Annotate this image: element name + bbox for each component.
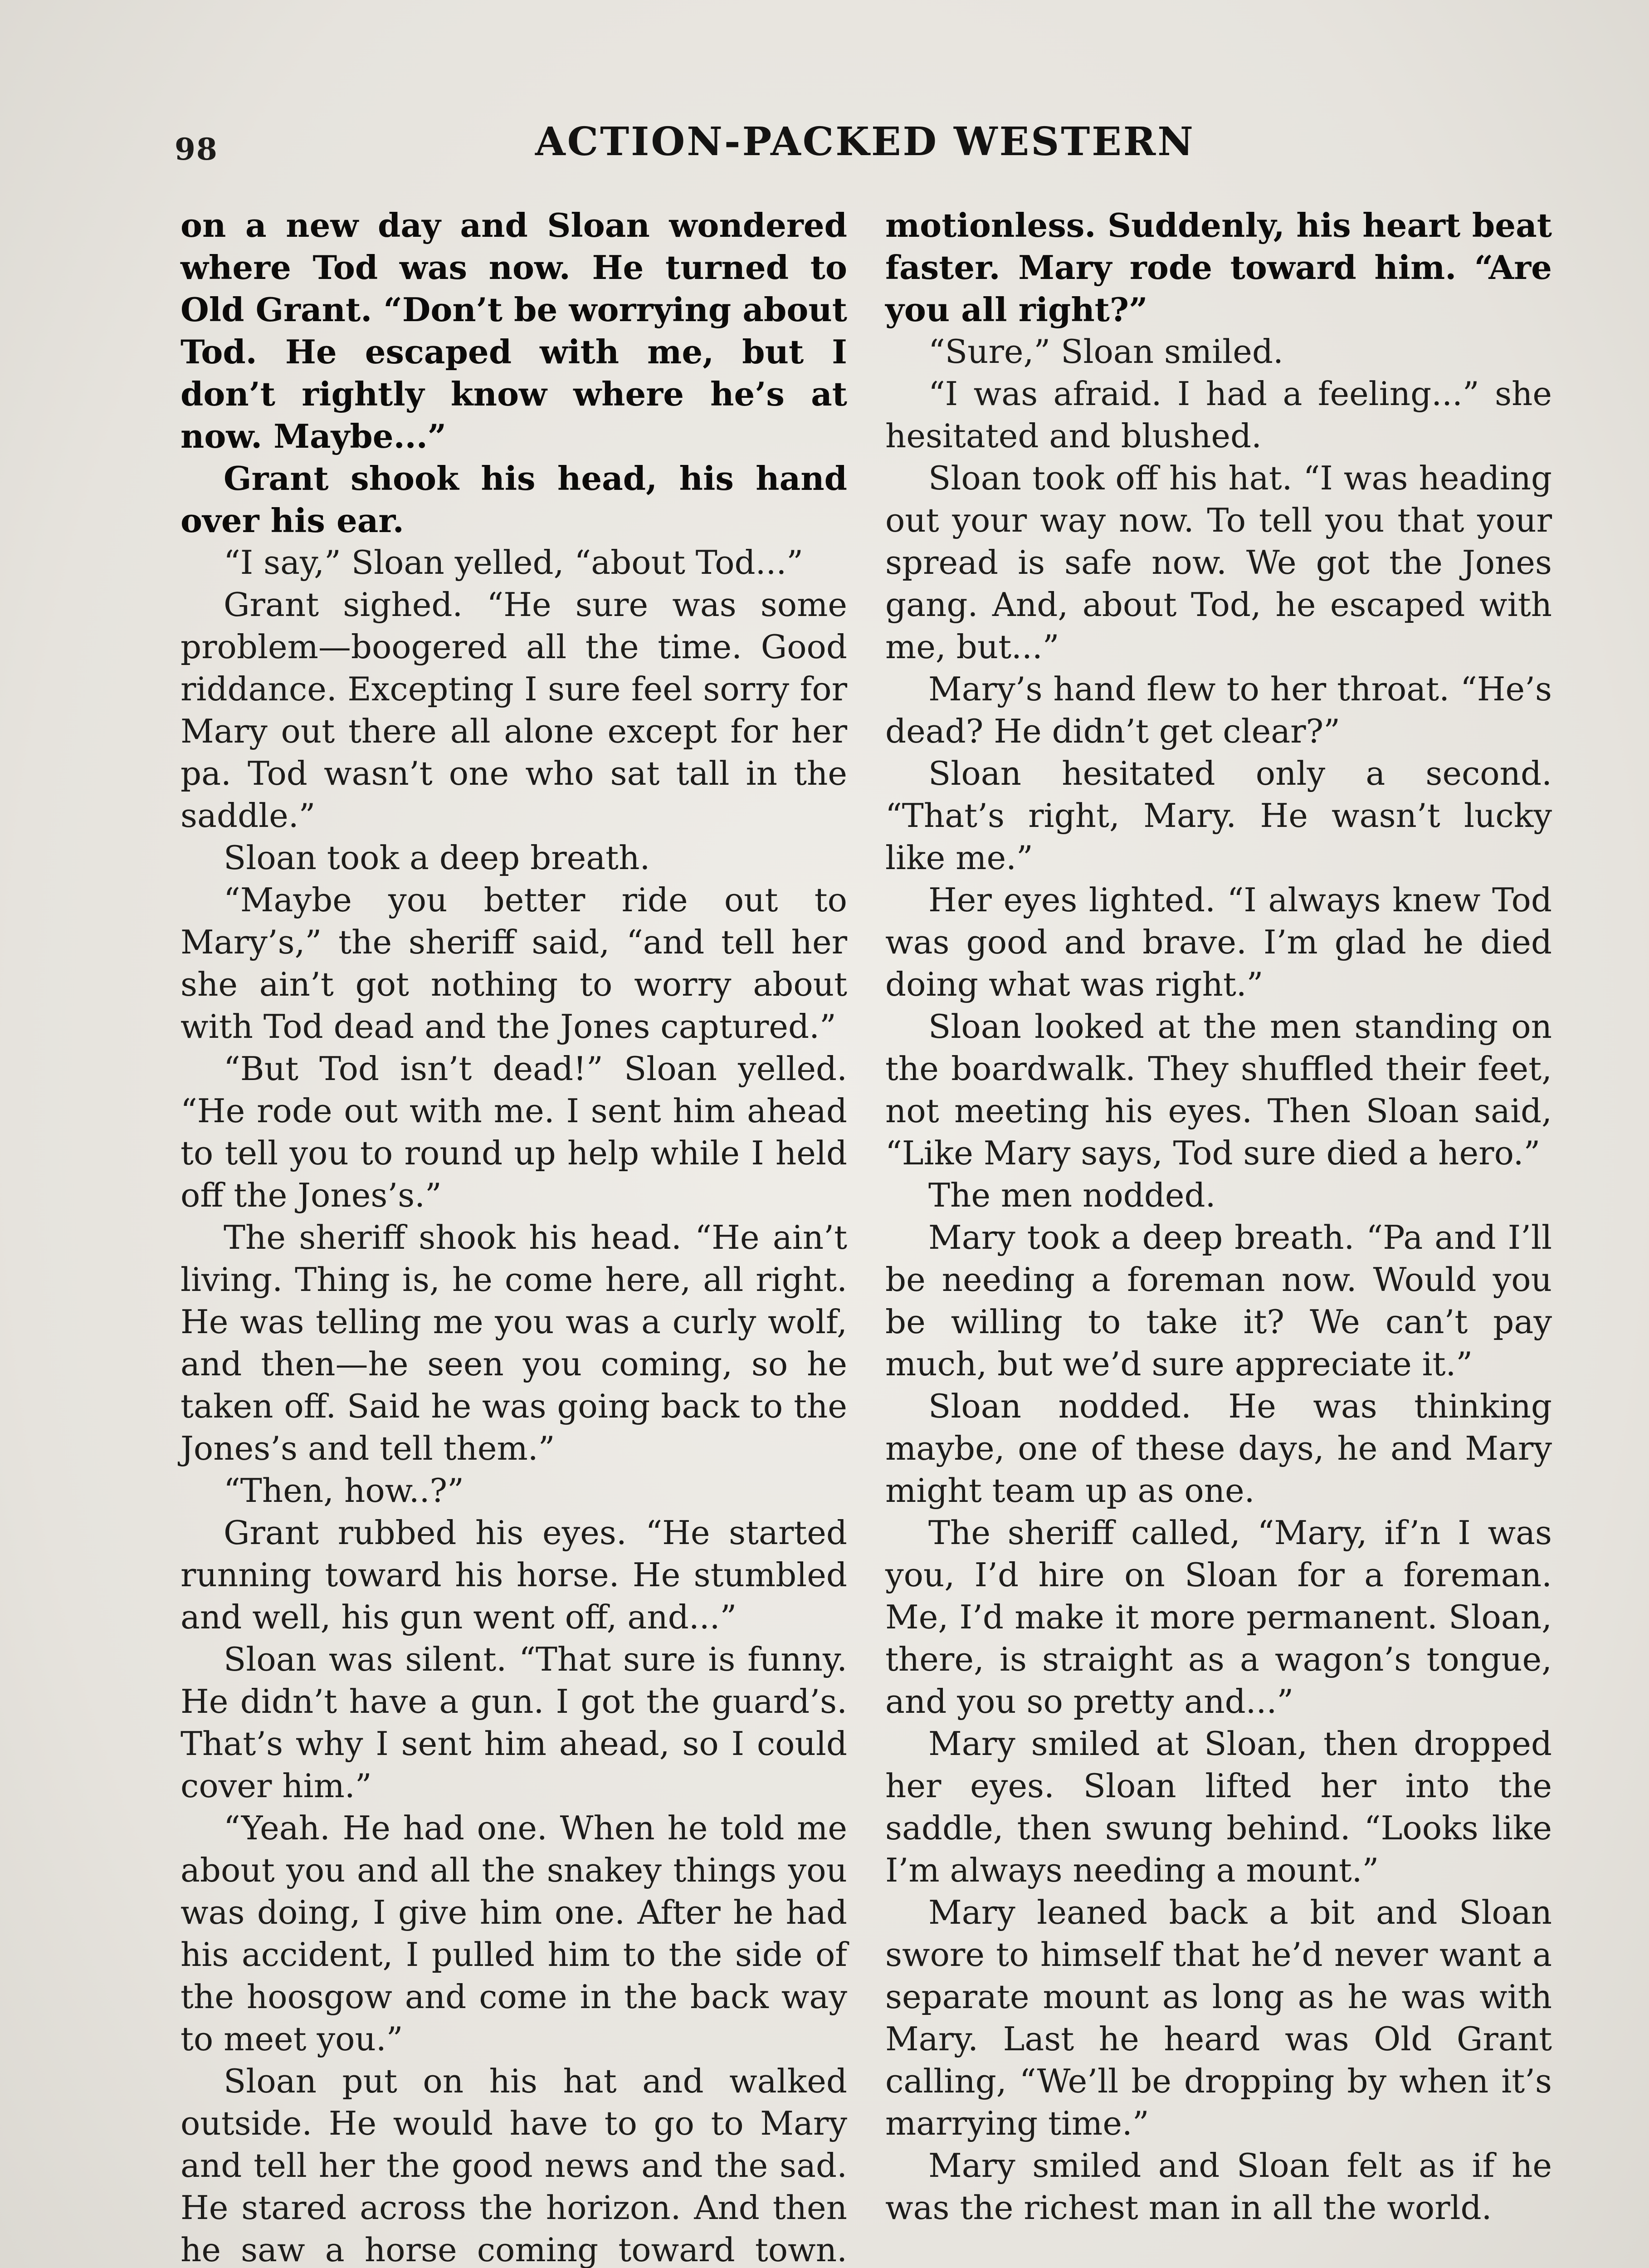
paragraph: Sloan hesitated only a second. “That’s right, Mary. He wasn’t lucky like me.”: [885, 754, 1552, 877]
paragraph: “I say,” Sloan yelled, “about Tod...”: [224, 543, 804, 582]
paragraph: Mary smiled at Sloan, then dropped her eyes. Sloan lifted her into the saddle, then swung behind. “Looks like I’m always needing a mount.”: [885, 1725, 1552, 1889]
paragraph: Sloan put on his hat and walked outside. He would have to go to Mary and tell her the good news and the sad. He stared across the horizon. And then he saw a horse coming toward town.: [181, 2062, 847, 2268]
paragraph: “But Tod isn’t dead!” Sloan yelled. “He rode out with me. I sent him ahead to tell you to round up help while I held off the Jones’s.”: [181, 1050, 847, 1214]
paragraph: The sheriff called, “Mary, if’n I was you, I’d hire on Sloan for a foreman. Me, I’d make it more permanent. Sloan, there, is straight as a wagon’s tongue, and you so pretty and...”: [885, 1514, 1552, 1721]
paragraph: Sloan was silent. “That sure is funny. He didn’t have a gun. I got the guard’s. That’s why I sent him ahead, so I could cover him.”: [181, 1640, 847, 1805]
left-column: [181, 204, 847, 2268]
paragraph: “I was afraid. I had a feeling...” she hesitated and blushed.: [885, 375, 1552, 455]
paragraph: on a new day and Sloan wondered where Tod was now. He turned to Old Grant. “Don’t be worrying about Tod. He escaped with me, but I don’t rightly know where he’s at now. Maybe...”: [181, 206, 847, 455]
paragraph: Mary smiled and Sloan felt as if he was the richest man in all the world.: [885, 2146, 1552, 2227]
paragraph: Sloan looked at the men standing on the boardwalk. They shuffled their feet, not meeting his eyes. Then Sloan said, “Like Mary says, Tod sure died a hero.”: [885, 1007, 1552, 1172]
page-number: 98: [175, 132, 218, 167]
paragraph: Her eyes lighted. “I always knew Tod was good and brave. I’m glad he died doing what was right.”: [885, 881, 1552, 1003]
paragraph: motionless. Suddenly, his heart beat faster. Mary rode toward him. “Are you all right?”: [885, 206, 1552, 329]
paragraph: Sloan took a deep breath.: [224, 839, 650, 877]
paragraph: Mary leaned back a bit and Sloan swore to himself that he’d never want a separate mount as long as he was with Mary. Last he heard was Old Grant calling, “We’ll be dropping by when it’s marrying time.”: [885, 1893, 1552, 2142]
paragraph: Grant sighed. “He sure was some problem—boogered all the time. Good riddance. Excepting I sure feel sorry for Mary out there all alone except for her pa. Tod wasn’t one who sat tall in the saddle.”: [181, 586, 847, 835]
running-title: ACTION-PACKED WESTERN: [535, 119, 1195, 165]
paragraph: The sheriff shook his head. “He ain’t living. Thing is, he come here, all right. He was telling me you was a curly wolf, and then—he seen you coming, so he taken off. Said he was going back to the Jones’s and tell them.”: [181, 1218, 847, 1467]
paragraph: Mary’s hand flew to her throat. “He’s dead? He didn’t get clear?”: [885, 670, 1552, 750]
paragraph: Sloan took off his hat. “I was heading out your way now. To tell you that your spread is safe now. We got the Jones gang. And, about Tod, he escaped with me, but...”: [885, 459, 1552, 666]
paragraph: The men nodded.: [928, 1176, 1216, 1214]
paragraph: Grant rubbed his eyes. “He started running toward his horse. He stumbled and well, his gun went off, and...”: [181, 1514, 847, 1636]
paragraph: “Maybe you better ride out to Mary’s,” the sheriff said, “and tell her she ain’t got nothing to worry about with Tod dead and the Jones captured.”: [181, 881, 847, 1046]
paragraph: Sloan nodded. He was thinking maybe, one of these days, he and Mary might team up as one.: [885, 1387, 1552, 1510]
paragraph: Grant shook his head, his hand over his ear.: [181, 459, 847, 540]
paragraph: “Sure,” Sloan smiled.: [928, 332, 1283, 371]
paragraph: “Then, how..?”: [224, 1471, 464, 1510]
paragraph: Mary took a deep breath. “Pa and I’ll be needing a foreman now. Would you be willing to take it? We can’t pay much, but we’d sure appreciate it.”: [885, 1218, 1552, 1383]
paragraph: “Yeah. He had one. When he told me about you and all the snakey things you was doing, I give him one. After he had his accident, I pulled him to the side of the hoosgow and come in the back way to meet you.”: [181, 1809, 847, 2058]
right-column: [885, 204, 1552, 2229]
